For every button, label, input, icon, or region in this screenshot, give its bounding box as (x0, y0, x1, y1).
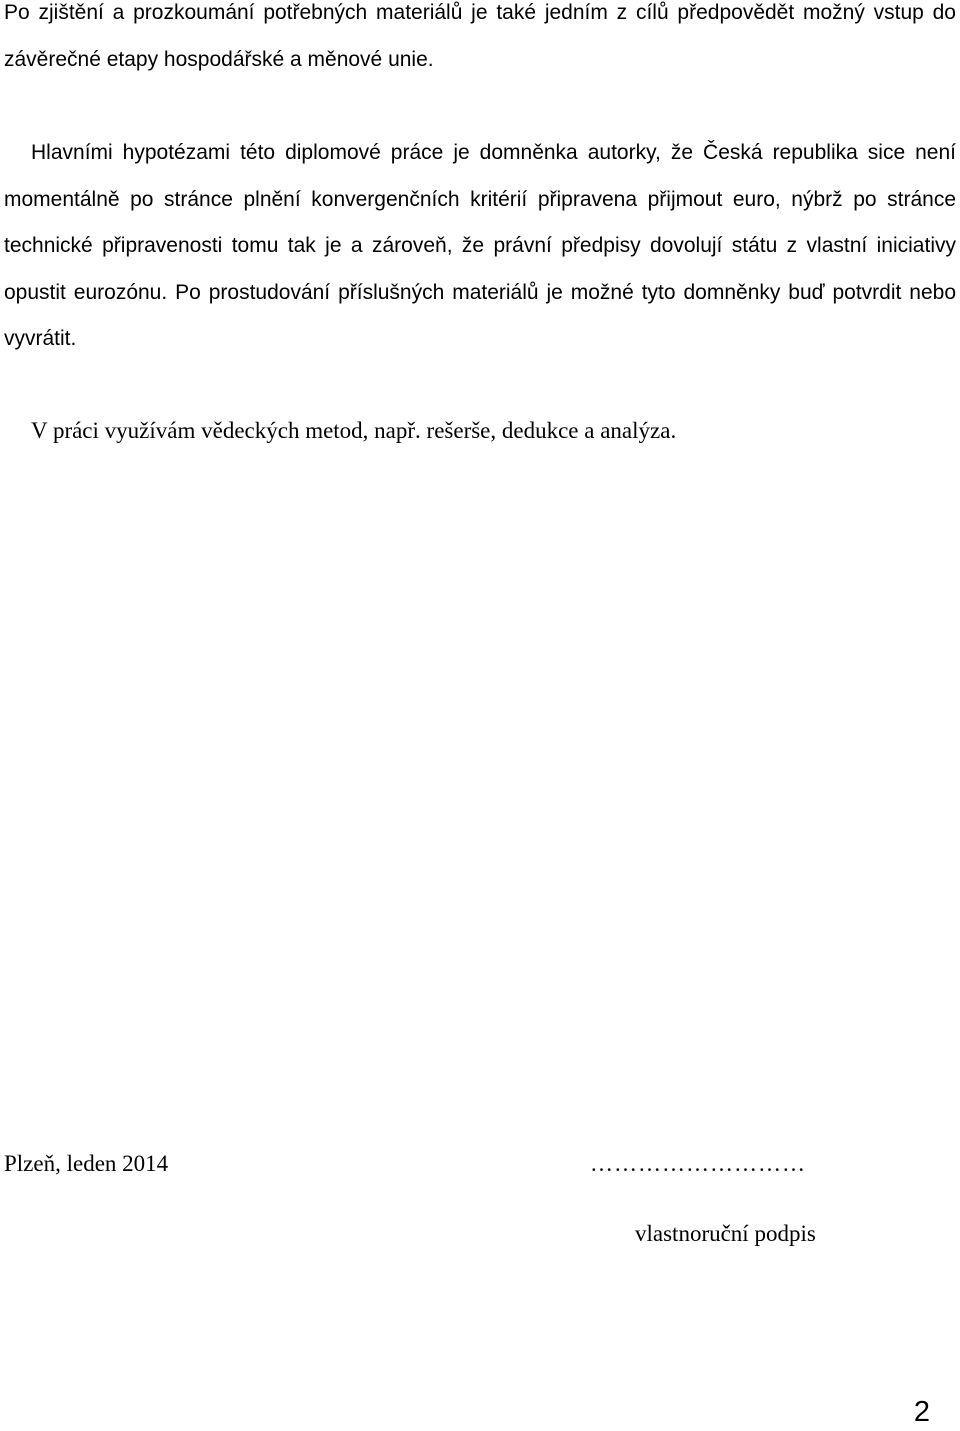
signature-label: vlastnoruční podpis (635, 1221, 816, 1246)
place-and-date: Plzeň, leden 2014 (4, 1151, 169, 1176)
signature-line: ……………………… (590, 1151, 806, 1176)
paragraph-methods: V práci využívám vědeckých metod, např. rešerše, dedukce a analýza. (31, 418, 677, 443)
paragraph-hypotheses: Hlavními hypotézami této diplomové práce je domněnka autorky, že Česká republika sice není momentálně po stránce plnění konvergenčních kritérií připravena přijmout euro, nýbrž po stránce technické připravenosti tomu tak je a zároveň, že právní předpisy dovolují státu z vlastní iniciativy opustit eurozónu. Po prostudování příslušných materiálů je možné tyto domněnky buď potvrdit nebo vyvrátit. (4, 141, 956, 350)
page-number: 2 (913, 1396, 930, 1428)
paragraph-goals: Po zjištění a prozkoumání potřebných materiálů je také jedním z cílů předpovědět možný vstup do závěrečné etapy hospodářské a měnové unie. (4, 1, 956, 71)
